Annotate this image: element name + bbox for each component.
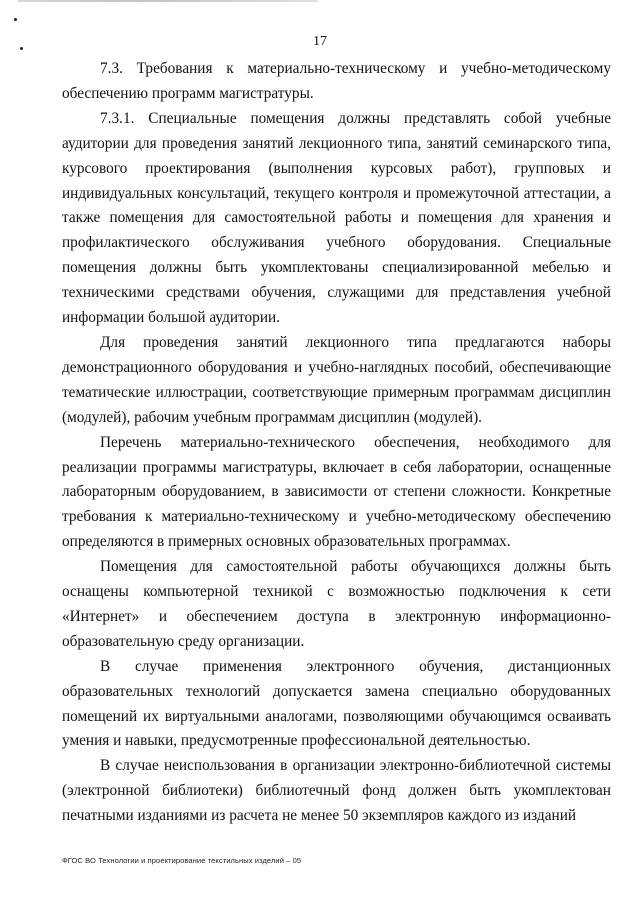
- scan-speck: [14, 18, 17, 21]
- scan-top-edge: [18, 0, 318, 2]
- paragraph: В случае неиспользования в организации электронно-библиотечной системы (электронной библиотеки) библиотечный фонд должен быть укомплектован печатными изданиями из расчета не менее 50 экземпляров каждого из изданий: [62, 757, 611, 825]
- paragraph: Для проведения занятий лекционного типа предлагаются наборы демонстрационного оборудования и учебно-наглядных пособий, обеспечивающие тематические иллюстрации, соответствующие примерным программам дисциплин (модулей), рабочим учебным программам дисциплин (модулей).: [62, 333, 611, 426]
- paragraph: 7.3.1. Специальные помещения должны представлять собой учебные аудитории для проведения занятий лекционного типа, занятий семинарского типа, курсового проектирования (выполнения курсовых работ), групповых и индивидуальных консультаций, текущего контроля и промежуточной аттестации, а также помещения для самостоятельной работы и помещения для хранения и профилактического обслуживания учебного оборудования. Специальные помещения должны быть укомплектованы специализированной мебелью и техническими средствами обучения, служащими для представления учебной информации большой аудитории.: [62, 109, 611, 327]
- document-body: [62, 57, 611, 829]
- paragraph: В случае применения электронного обучения, дистанционных образовательных технологий допускается замена специально оборудованных помещений их виртуальными аналогами, позволяющими обучающимся осваивать умения и навыки, предусмотренные профессиональной деятельностью.: [62, 657, 611, 750]
- paragraph: Перечень материально-технического обеспечения, необходимого для реализации программы магистратуры, включает в себя лаборатории, оснащенные лабораторным оборудованием, в зависимости от степени сложности. Конкретные требования к материально-техническому и учебно-методическому обеспечению определяются в примерных основных образовательных программах.: [62, 433, 611, 551]
- paragraph: Помещения для самостоятельной работы обучающихся должны быть оснащены компьютерной техникой с возможностью подключения к сети «Интернет» и обеспечением доступа в электронную информационно-образовательную среду организации.: [62, 558, 611, 650]
- page-footer: ФГОС ВО Технологии и проектирование текстильных изделий – 05: [62, 856, 302, 865]
- section-heading-7-3: 7.3. Требования к материально-техническому и учебно-методическому обеспечению программ магистратуры.: [62, 60, 611, 102]
- page-number: 17: [313, 34, 327, 49]
